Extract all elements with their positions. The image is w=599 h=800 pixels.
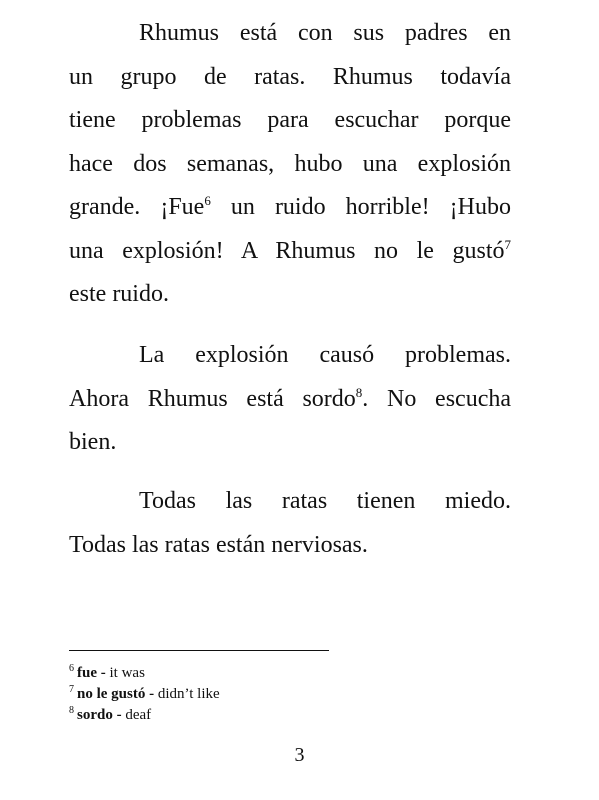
text-fragment: una explosión! A Rhumus no le gustó: [69, 237, 505, 264]
paragraph-2-line-3: bien.: [69, 429, 117, 455]
footnote-divider: [69, 650, 329, 651]
paragraph-3-line-2: Todas las ratas están nerviosas.: [69, 531, 368, 558]
paragraph-1-line-7: este ruido.: [69, 281, 169, 307]
footnote-8: [69, 705, 509, 726]
footnote-meaning: deaf: [121, 707, 152, 723]
paragraph-3-line-1: Todas las ratas tienen miedo.: [139, 488, 511, 514]
paragraph-2: [69, 334, 511, 465]
footnote-ref-8: 8: [355, 384, 363, 400]
paragraph-1: [69, 12, 511, 317]
footnote-number: 6: [69, 663, 74, 674]
text-fragment: Ahora Rhumus está sordo: [69, 385, 356, 412]
footnote-term: sordo -: [77, 707, 122, 723]
paragraph-1-line-2: un grupo de ratas. Rhumus todavía: [69, 63, 511, 90]
text-fragment: un ruido horrible! ¡Hubo: [210, 194, 511, 220]
footnote-7: [69, 684, 509, 705]
text-fragment: grande. ¡Fue: [69, 194, 205, 220]
paragraph-2-line-1: La explosión causó problemas.: [139, 342, 511, 368]
paragraph-1-line-3: tiene problemas para escuchar porque: [69, 107, 511, 133]
footnote-term: fue -: [77, 665, 106, 681]
footnote-ref-7: 7: [504, 236, 511, 252]
footnotes: [69, 663, 509, 726]
paragraph-1-line-6: [69, 230, 511, 274]
paragraph-1-line-1: Rhumus está con sus padres en: [139, 20, 511, 46]
footnote-number: 7: [69, 684, 74, 695]
paragraph-1-line-5: [69, 186, 511, 230]
footnote-meaning: it was: [105, 665, 145, 681]
footnote-term: no le gustó -: [77, 686, 155, 702]
page-number: 3: [294, 744, 305, 766]
text-fragment: . No escucha: [362, 385, 512, 412]
footnote-meaning: didn’t like: [154, 686, 220, 702]
paragraph-3: [69, 480, 511, 567]
paragraph-1-line-4: hace dos semanas, hubo una explosión: [69, 150, 511, 177]
footnote-number: 8: [69, 705, 74, 716]
footnote-6: [69, 663, 509, 684]
paragraph-2-line-2: [69, 378, 511, 422]
footnote-ref-6: 6: [204, 193, 211, 208]
